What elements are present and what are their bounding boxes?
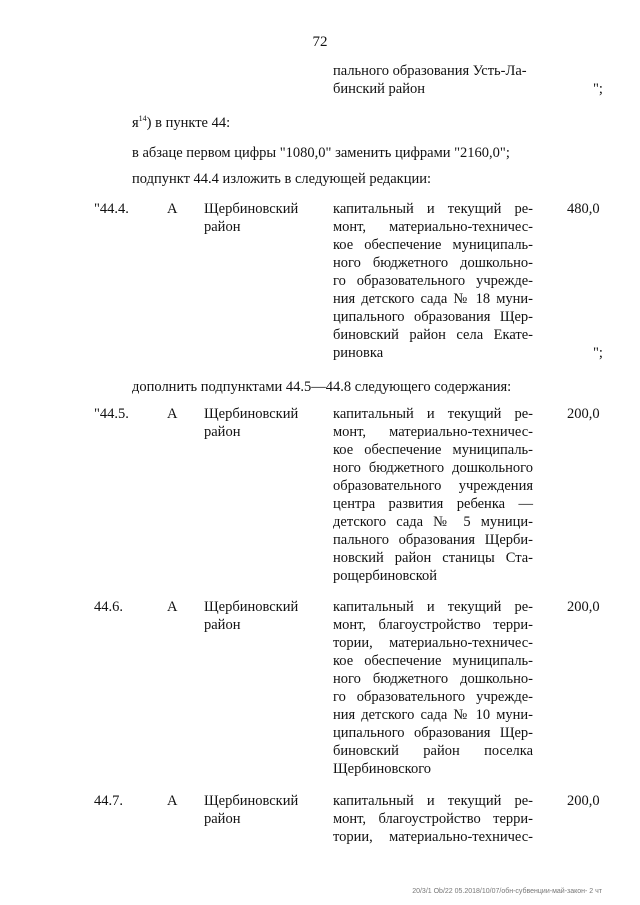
footnote-marker: 14: [138, 114, 147, 124]
description-line: кое обеспечение муниципаль-: [333, 653, 533, 669]
row-amount: 480,0: [567, 201, 600, 217]
description-line: капитальный и текущий ре-: [333, 406, 533, 422]
item-prefix: я: [132, 115, 139, 131]
instruction-paragraph: дополнить подпунктами 44.5—44.8 следующего содержания:: [132, 379, 512, 395]
description-line: Щербиновского: [333, 761, 432, 777]
description-line: пального образования Щерби-: [333, 532, 533, 548]
row-description: [333, 405, 533, 585]
row-number: "44.5.: [94, 406, 129, 422]
description-line: монт, материально-техничес-: [333, 219, 533, 235]
row-category: А: [167, 793, 178, 809]
row-category: А: [167, 201, 178, 217]
description-line: новский район станицы Ста-: [333, 550, 533, 566]
description-line: биновский район села Екате-: [333, 327, 533, 343]
description-line: капитальный и текущий ре-: [333, 599, 533, 615]
closing-quote: ";: [593, 345, 603, 361]
row-category: А: [167, 599, 178, 615]
description-line: ного бюджетного дошкольно-: [333, 671, 533, 687]
description-line: тории, материально-техничес-: [333, 635, 533, 651]
description-line: ного бюджетного дошкольного: [333, 460, 533, 476]
description-line: центра развития ребенка —: [333, 496, 533, 512]
row-description: [333, 792, 533, 846]
row-category: А: [167, 406, 178, 422]
description-line: ния детского сада № 18 муни-: [333, 291, 533, 307]
description-line: детского сада № 5 муници-: [333, 514, 533, 530]
continuation-line: пального образования Усть-Ла-: [333, 63, 527, 79]
description-line: кое обеспечение муниципаль-: [333, 442, 533, 458]
document-footer: 20/3/1 Ob/22 05.2018/10/07/обн-субвенции-май-закон- 2 чт: [412, 888, 602, 895]
row-municipality: Щербиновский район: [204, 793, 299, 827]
description-line: го образовательного учрежде-: [333, 689, 533, 705]
description-line: ципального образования Щер-: [333, 725, 533, 741]
continuation-line: бинский район: [333, 81, 425, 97]
closing-quote: ";: [593, 81, 603, 97]
description-line: тории, материально-техничес-: [333, 829, 533, 845]
row-number: "44.4.: [94, 201, 129, 217]
description-line: рощербиновской: [333, 568, 438, 584]
row-description: [333, 598, 533, 778]
description-line: риновка: [333, 345, 384, 361]
description-line: монт, благоустройство терри-: [333, 617, 533, 633]
row-amount: 200,0: [567, 793, 600, 809]
instruction-item: [132, 114, 230, 132]
row-amount: 200,0: [567, 599, 600, 615]
continuation-text: [333, 62, 603, 98]
description-line: монт, материально-техничес-: [333, 424, 533, 440]
row-description: [333, 200, 533, 362]
description-line: капитальный и текущий ре-: [333, 201, 533, 217]
row-municipality: Щербиновский район: [204, 406, 299, 440]
description-line: го образовательного учрежде-: [333, 273, 533, 289]
description-line: биновский район поселка: [333, 743, 533, 759]
description-line: монт, благоустройство терри-: [333, 811, 533, 827]
description-line: капитальный и текущий ре-: [333, 793, 533, 809]
instruction-paragraph: в абзаце первом цифры "1080,0" заменить цифрами "2160,0";: [132, 145, 510, 161]
row-municipality: Щербиновский район: [204, 201, 299, 235]
description-line: ния детского сада № 10 муни-: [333, 707, 533, 723]
row-municipality: Щербиновский район: [204, 599, 299, 633]
description-line: образовательного учреждения: [333, 478, 533, 494]
instruction-paragraph: подпункт 44.4 изложить в следующей редакции:: [132, 171, 432, 187]
row-amount: 200,0: [567, 406, 600, 422]
page-number: 72: [312, 34, 328, 50]
item-suffix: ) в пункте 44:: [146, 115, 231, 131]
description-line: ного бюджетного дошкольно-: [333, 255, 533, 271]
row-number: 44.7.: [94, 793, 123, 809]
description-line: кое обеспечение муниципаль-: [333, 237, 533, 253]
description-line: ципального образования Щер-: [333, 309, 533, 325]
row-number: 44.6.: [94, 599, 123, 615]
